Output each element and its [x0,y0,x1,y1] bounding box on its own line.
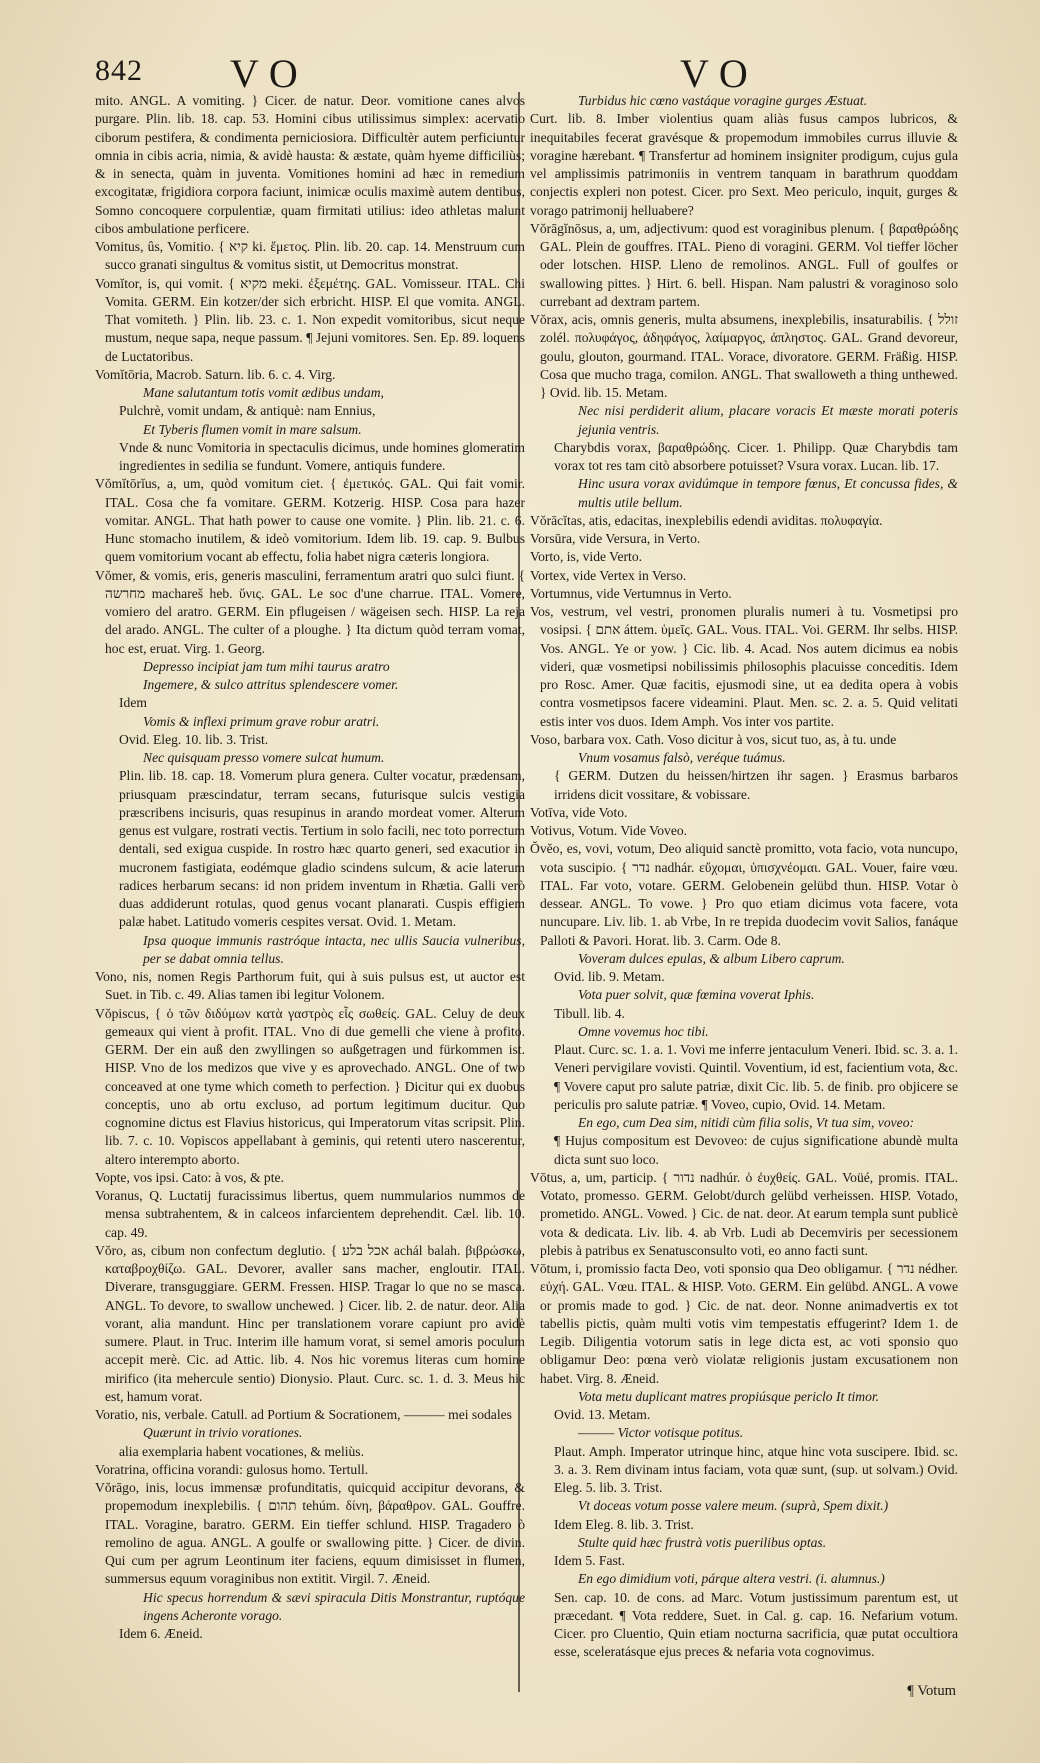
dictionary-entry: Vŏrācĭtas, atis, edacitas, inexplebilis edendi aviditas. πολυφαγία. [530,512,883,528]
dictionary-entry: Vōtum, i, promissio facta Deo, voti sponsio qua Deo obligamur. { נדר nédher. εὐχή. GAL. Vœu. ITAL. & HISP. Voto. GERM. Ein gelübd. ANGL. A vowe or promis made to god. } Cic. de nat. deor. Nonne animadvertis ex tot tabellis pictis, quàm multi votis vim tempestatis effugerint? Idem 1. de Legib. Diligentia votorum satis in lege dicta est, ac voti sponsio quo obligamur Deo: pœna verò violatæ religionis justam excusationem non habet. Virg. 8. Æneid. [530,1261,959,1386]
verse-quotation: Nec quisquam presso vomere sulcat humum. [143,750,385,765]
verse-quotation: En ego dimidium voti, párque altera vestri. (i. alumnus.) [578,1571,885,1587]
verse-quotation: Vota metu duplicant matres propiúsque periclo It timor. [578,1388,880,1404]
verse-quotation: Depresso incipiat jam tum mihi taurus aratro [143,658,390,674]
running-head-left: VO [230,51,308,96]
entry-text: Plaut. Curc. sc. 1. a. 1. Vovi me inferre jentaculum Veneri. Ibid. sc. 3. a. 1. Veneri pervigilare vovisti. Quintil. Voventium, id est, facientium vota, &c. ¶ Vovere caput pro salute patriæ, dixit Cic. lib. 5. de finib. pro objicere se periculis pro salute patriæ. ¶ Voveo, cupio, Ovid. 14. Metam. [554,1042,958,1112]
dictionary-entry: Vortex, vide Vertex in Verso. [530,567,687,583]
dictionary-entry: Vŏpiscus, { ὁ τῶν διδύμων κατὰ γαστρὸς εἷς σωθείς. GAL. Celuy de deux gemeaux qui vient à profit. ITAL. Vno di due gemelli che viene à profito. GERM. Der ein auß den zwyllingen so außgetragen und fürkommen ist. HISP. Vno de los medizos que vive y es aprovechado. ANGL. One of two conceaved at one tyme which cometh to perfection. } Dicitur qui ex duobus conceptis, uno ab ortu exclusο, ad portum legitimum ducitur. Quo cognomine dictus est Flavius historicus, qui Imperatorum vitas scripsit. Plin. lib. 7. c. 10. Vopiscos appellabant à geminis, qui retenti utero nascerentur, altero interempto aborto. [95,1005,525,1167]
verse-quotation: Voveram dulces epulas, & album Libero caprum. [578,950,845,966]
entry-text: Ovid. 13. Metam. [554,1407,651,1422]
dictionary-entry: Vorto, is, vide Verto. [530,549,643,565]
entry-text: Ovid. Eleg. 10. lib. 3. Trist. [119,731,269,747]
dictionary-entry: Vŏrāgĭnōsus, a, um, adjectivum: quod est voraginibus plenum. { βαραθρώδης GAL. Plein de gouffres. ITAL. Pieno di voragini. GERM. Vol tieffer löcher oder lotschen. HISP. Lleno de remolinos. ANGL. Full of goulfes or swallowing pittes. } Hirt. 6. bell. Hispan. Nam palustri & voraginoso solo currebant ad dextram partem. [530,220,958,309]
verse-quotation: Ingemere, & sulco attritus splendescere vomer. [143,677,399,692]
entry-text: { GERM. Dutzen du heissen/hirtzen ihr sagen. } Erasmus barbaros irridens dicit vossitare, & vobissare. [554,768,958,802]
dictionary-entry: Vŏmĭtōrĭus, a, um, quòd vomitum ciet. { ἐμετικός. GAL. Qui fait vomir. ITAL. Cosa che fa vomitare. GERM. Kotzerig. HISP. Cosa para hazer vomitar. ANGL. That hath power to cause one vomite. } Plin. lib. 21. c. 6. Hunc stomacho inutilem, & ideò vomitorium. Idem lib. 19. cap. 9. Bulbus quem vomitorium vocant ab effectu, folia habet nigra cæteris longiora. [95,476,525,565]
dictionary-entry: Vorsūra, vide Versura, in Verto. [530,531,701,546]
dictionary-entry: Voso, barbara vox. Cath. Voso dicitur à vos, sicut tuo, as, à tu. unde [530,731,897,747]
entry-text: Idem 6. Æneid. [119,1626,203,1641]
dictionary-entry: Vomĭtōria, Macrob. Saturn. lib. 6. c. 4. Virg. [95,366,336,382]
catchword: ¶ Votum [907,1683,956,1699]
entry-text: alia exemplaria habent vocationes, & meliùs. [119,1443,364,1459]
verse-quotation: Et Tyberis flumen vomit in mare salsum. [143,421,362,437]
dictionary-entry: Vortumnus, vide Vertumnus in Verto. [530,585,732,601]
entry-text: Pulchrè, vomit undam, & antiquè: nam Ennius, [119,403,376,419]
verse-quotation: Vt doceas votum posse valere meum. (suprà, Spem dixit.) [578,1498,889,1514]
dictionary-entry: Ŏvĕo, es, vovi, votum, Deo aliquid sanctè promitto, vota facio, vota nuncupo, vota suscipio. { נדר nadhár. εὔχομαι, ὑπισχνέομαι. GAL. Vouer, faire vœu. ITAL. Far voto, votare. GERM. Gelobenein gelübd thun. HISP. Votar ò dessear. ANGL. To vowe. } Pro quo etiam dicimus vota facere, vota nuncupare. Liv. lib. 1. ab Vrbe, In re trepida duodecim vovit Salios, fanáque Palloti & Pavori. Horat. lib. 3. Carm. Ode 8. [530,841,958,948]
dictionary-entry: Vŏrāgo, inis, locus immensæ profunditatis, quicquid accipitur devorans, & propemodum inexplebilis. { תהום tehúm. δίνη, βάραθρον. GAL. Gouffre. ITAL. Voragine, baratro. GERM. Ein tieffer schlund. HISP. Tragadero ò remolino de agua. ANGL. A goulfe or swallowing pitte. } Cicer. de divin. Qui cum per agrum Leontinum iter faciens, equum dimisisset in flumen, summersus equum voraginibus non extitit. Virgil. 7. Æneid. [95,1480,525,1587]
dictionary-entry: Vos, vestrum, vel vestri, pronomen pluralis numeri à tu. Vosmetipsi pro vosipsi. { אתם áttem. ὑμεῖς. GAL. Vous. ITAL. Voi. GERM. Ihr selbs. HISP. Vos. ANGL. Ye or yow. } Cic. lib. 4. Acad. Nos autem dicimus ea nobis videri, quæ vosmetipsi nobilissimis philosophis placuisse conceditis. Idem pro Rosc. Amer. Quæ facitis, ejusmodi sine, ut ea dedita opera à vobis contra vosmetipsos facere videamini. Plaut. Men. sc. 2. a. 5. Quid velitati estis inter vos duos. Idem Amph. Vos inter vos partite. [530,604,958,729]
verse-quotation: Omne vovemus hoc tibi. [578,1023,709,1039]
running-head-right: VO [680,51,758,96]
verse-quotation: Vota puer solvit, quæ fœmina voverat Iphis. [578,987,815,1003]
verse-quotation: Hic specus horrendum & sævi spiracula Ditis Monstrantur, ruptóque ingens Acheronte vorago. [143,1589,525,1623]
dictionary-entry: Vŏro, as, cibum non confectum deglutio. { אכל בלע achál balah. βιβρώσκω, καταβροχθίζω. GAL. Devorer, avaller sans macher, engloutir. ITAL. Diverare, transguggiare. GERM. Fressen. HISP. Tragar lo que no se masca. ANGL. To devore, to swallow unchewed. } Cicer. lib. 2. de natur. deor. Alia vorant, alia mandunt. Hinc per translationem vorare capiunt pro avidè sumere. Plaut. in Truc. Interim ille hamum vorat, si semel amoris poculum accepit merè. Cic. ad Attic. lib. 4. Nos hic voremus literas cum homine mirifico (ita mehercule sentio) Dionysio. Plaut. Curc. sc. 1. d. 3. Meus hic est, hamum vorat. [95,1242,525,1404]
verse-quotation: Vnum vosamus falsò, veréque tuámus. [578,750,786,765]
entry-text: Ovid. lib. 9. Metam. [554,969,665,984]
entry-text: Vnde & nunc Vomitoria in spectaculis dicimus, unde homines glomeratim ingredientes in sedilia se fundunt. Vomere, antiquis fundere. [119,439,525,473]
dictionary-entry: Voratrina, officina vorandi: gulosus homo. Tertull. [95,1461,369,1477]
entry-text: Tibull. lib. 4. [554,1005,625,1021]
verse-quotation: Turbidus hic cœno vastáque voragine gurges Æstuat. [578,93,868,108]
verse-quotation: Stulte quid hæc frustrà votis puerilibus optas. [578,1534,827,1550]
right-column [530,92,958,1662]
verse-quotation: ——— Victor votisque potitus. [578,1425,744,1441]
dictionary-entry: Voratio, nis, verbale. Catull. ad Portium & Socrationem, ——— mei sodales [95,1407,512,1422]
dictionary-entry: Voranus, Q. Luctatij furacissimus libertus, quem nummularios nummos de mensa subtrahentem, & in calceos infarcientem deprehendit. Cæl. lib. 10. cap. 49. [95,1188,525,1240]
verse-quotation: Hinc usura vorax avidúmque in tempore fœnus, Et concussa fides, & multis utile bellum. [578,476,958,510]
verse-quotation: Mane salutantum totis vomit ædibus undam, [143,385,384,400]
entry-text: Charybdis vorax, βαραθρώδης. Cicer. 1. Philipp. Quæ Charybdis tam vorax tot res tam citò absorbere potuisset? Vsura vorax. Lucan. lib. 17. [554,439,958,473]
entry-text: Plin. lib. 18. cap. 18. Vomerum plura genera. Culter vocatur, prædensam, priusquam præscindatur, terram secans, futurisque sulcis vestigia præscribens incisuris, quas resupinus in arando mordeat vomer. Alterum genus est vulgare, rostrati vectis. Tertium in solo facili, nec toto porrectum dentali, sed exigua cuspide. In rostro hæc quarto generi, sed exacutior in mucronem fastigiata, eodémque gladio scindens sulcum, & acie laterum radices herbarum secans: id non pridem inventum in Rhætia. Galli verò duas addiderunt rotulas, quod genus vocant planarati. Cuspis effigiem palæ habet. Latitudo vomeris cespites versat. Ovid. 1. Metam. [119,768,525,930]
verse-quotation: Vomis & inflexi primum grave robur aratri. [143,713,380,729]
entry-text: Idem [119,695,147,711]
verse-quotation: En ego, cum Dea sim, nitidi cùm filia solis, Vt tua sim, voveo: [578,1115,915,1130]
entry-text: Sen. cap. 10. de cons. ad Marc. Votum justissimum parentum est, ut præcedant. ¶ Vota reddere, Suet. in Cal. g. cap. 16. Nefarium votum. Cicer. pro Cluentio, Quin etiam nocturna sacrificia, quæ putat occultiora esse, sceleratásque ejus preces & nefaria vota cognovimus. [554,1589,958,1660]
page-number: 842 [95,54,143,87]
dictionary-entry: Vŏmer, & vomis, eris, generis masculini, ferramentum aratri quo sulci fiunt. { מחרשה machareš heb. ὕνις. GAL. Le soc d'une charrue. ITAL. Vomere, vomiero del aratro. GERM. Ein pflugeisen / wägeisen sech. HISP. La reja del arado. ANGL. The culter of a ploughe. } Ita dictum quòd terram vomat, hoc est, eruat. Virg. 1. Georg. [95,567,525,656]
verse-quotation: Quærunt in trivio vorationes. [143,1425,303,1441]
entry-text: Idem Eleg. 8. lib. 3. Trist. [554,1516,694,1532]
verse-quotation: Nec nisi perdiderit alium, placare voracis Et mæste morati poteris jejunia ventris. [578,403,958,437]
dictionary-entry: Votīva, vide Voto. [530,804,628,820]
entry-text: mito. ANGL. A vomiting. } Cicer. de natur. Deor. vomitione canes alvos purgare. Plin. lib. 18. cap. 53. Homini cibus utilissimus simplex: acervatio ciborum pestifera, & condimenta perniciosiora. Difficultèr autem perficiuntur omnia in cibis acria, nimia, & avidè hausta: & æstate, quàm hyeme difficiliùs; & in senecta, quàm in juventa. Vomitiones homini ad hæc in remedium excogitatæ, frigidiora corpora faciunt, inimicæ oculis maximè autem dentibus, Somno concoquere corpulentiæ, quam firmitati utilius: ideo athletas malunt cibos ambulatione perficere. [95,93,525,236]
dictionary-entry: Vomĭtor, is, qui vomit. { מקיא meki. ἐξεμέτης. GAL. Vomisseur. ITAL. Chi Vomita. GERM. Ein kotzer/der sich erbricht. HISP. El que vomita. ANGL. That vomiteth. } Plin. lib. 23. c. 1. Non expedit vomitoribus, sicut neque mustum, neque sapa, neque passum. ¶ Jejuni vomitores. Sen. Ep. 89. loquens de Luctatoribus. [95,275,526,364]
dictionary-entry: Vopte, vos ipsi. Cato: à vos, & pte. [95,1169,284,1185]
verse-quotation: Ipsa quoque immunis rastróque intacta, nec ullis Saucia vulneribus, per se dabat omnia tellus. [143,932,525,966]
left-column [95,92,525,1643]
entry-text: Idem 5. Fast. [554,1553,625,1568]
dictionary-entry: Vono, nis, nomen Regis Parthorum fuit, qui à suis pulsus est, ut auctor est Suet. in Tib. c. 49. Alias tamen ibi legitur Volonem. [95,969,525,1003]
entry-text: Plaut. Amph. Imperator utrinque hinc, atque hinc vota suscipere. Ibid. sc. 3. a. 3. Rem divinam intus faciam, vota quæ sunt, (sup. ut solvam.) Ovid. Eleg. 5. lib. 3. Trist. [554,1443,958,1495]
dictionary-entry: Vŏrax, acis, omnis generis, multa absumens, inexplebilis, insaturabilis. { זולל zolél. πολυφάγος, ἀδηφάγος, λαίμαργος, ἀπληστος. GAL. Grand devoreur, goulu, glouton, gourmand. ITAL. Vorace, divoratore. GERM. Fräßig. HISP. Cosa que mucho traga, comilon. ANGL. That swalloweth a thing unthewed. } Ovid. lib. 15. Metam. [530,312,958,400]
dictionary-entry: Vōtus, a, um, particip. { נדור nadhúr. ὁ ἐυχθείς. GAL. Voüé, promis. ITAL. Votato, promesso. GERM. Gelobt/durch gelübd verheissen. HISP. Votado, prometido. ANGL. Vowed. } Cic. de nat. deor. At earum templa sunt publicè vota & dedicata. Liv. lib. 4. ab Vrb. Ludi ab Decemviris per secessionem plebis à patribus ex Senatusconsulto voti, eo anno facti sunt. [530,1169,958,1258]
entry-text: ¶ Hujus compositum est Devoveo: de cujus significatione abundè multa dicta sunt suo loco. [554,1133,958,1167]
dictionary-entry: Vomitus, ûs, Vomitio. { קיא ki. ἔμετος. Plin. lib. 20. cap. 14. Menstruum cum succo granati singultus & vomitus sistit, ut Democritus monstrat. [95,239,525,273]
entry-text: Curt. lib. 8. Imber violentius quam aliàs fusus campos lubricos, & inequitabiles fecerat gravésque & propemodum immobiles currus illuvie & voragine hærebant. ¶ Transfertur ad hominem insigniter prodigum, cujus gula vel amplissimis patrimoniis in ventrem tanquam in barathrum quoddam conjectis expleri non potest. Cicer. pro Sext. Meo periculo, inquit, gurges & vorago patrimonij helluabere? [530,111,958,218]
dictionary-entry: Votivus, Votum. Vide Voveo. [530,823,688,838]
